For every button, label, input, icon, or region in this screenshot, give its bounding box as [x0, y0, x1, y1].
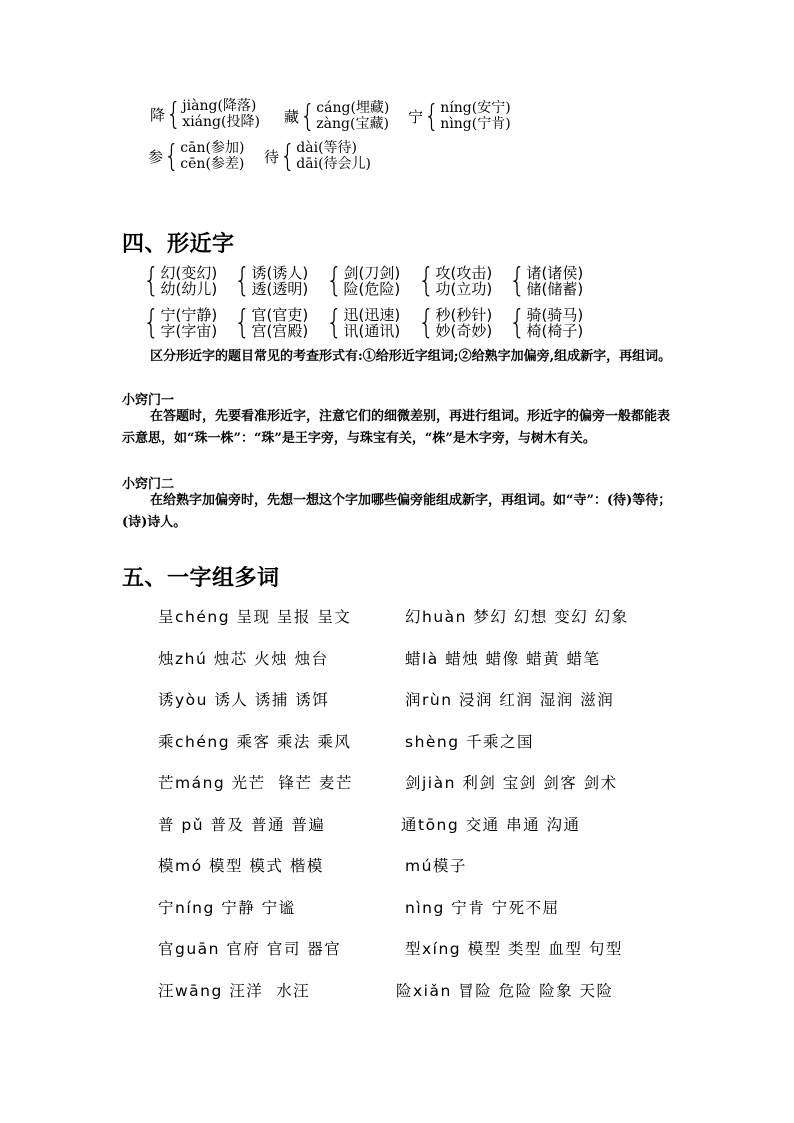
word-entry-right: shèng 千乘之国 — [405, 732, 535, 751]
pair-word: 字(字宙) — [160, 322, 218, 340]
word-entry-left: 汪wāng 汪洋 水汪 — [158, 981, 311, 1000]
brace-icon: { — [164, 138, 180, 174]
tip-2-text: 在给熟字加偏旁时，先想一想这个字加哪些偏旁能组成新字，再组词。如“寺”：(待)等待；(诗)诗人。 — [122, 493, 672, 530]
tip-2-paragraph — [122, 490, 678, 534]
word-entry-left: 普 pǔ 普及 普通 普遍 — [158, 815, 326, 834]
polyphone-group — [264, 140, 371, 172]
tip-1-paragraph — [122, 406, 678, 450]
pair-word: 骑(骑马) — [526, 306, 584, 324]
pair-word: 秒(秒针) — [435, 306, 493, 324]
reading: cēn(参差) — [180, 156, 245, 172]
pair-word: 宫(宫殿) — [251, 322, 309, 340]
section-4-title: 四、形近字 — [122, 232, 235, 257]
word-entry-right: mú模子 — [405, 857, 467, 875]
brace-icon: { — [234, 304, 251, 342]
reading: níng(安宁) — [440, 100, 511, 116]
similar-pair — [143, 304, 218, 342]
similar-pair — [509, 304, 584, 342]
pair-word: 诱(诱人) — [251, 264, 309, 282]
similar-pair — [143, 262, 218, 300]
pair-word: 透(透明) — [251, 280, 309, 298]
word-entry-left: 宁níng 宁静 宁谧 — [158, 898, 296, 917]
polyphone-group — [408, 100, 511, 132]
word-entry-left: 乘chéng 乘客 乘法 乘风 — [158, 732, 352, 751]
brace-icon: { — [509, 262, 526, 300]
word-entry-left: 呈chéng 呈现 呈报 呈文 — [158, 608, 352, 626]
reading: nìng(宁肯) — [440, 116, 511, 132]
word-entry-right: 润rùn 浸润 红润 湿润 滋润 — [405, 691, 615, 709]
brace-icon: { — [509, 304, 526, 342]
word-entry-left: 诱yòu 诱人 诱捕 诱饵 — [158, 691, 330, 709]
intro-text: 区分形近字的题目常见的考查形式有:①给形近字组词;②给熟字加偏旁,组成新字，再组词。 — [150, 349, 672, 364]
reading: jiàng(降落) — [182, 98, 257, 114]
similar-pair — [326, 262, 401, 300]
polyphone-group — [284, 100, 389, 132]
pair-word: 迅(迅速) — [343, 306, 401, 324]
word-entry-right: 险xiǎn 冒险 危险 险象 天险 — [396, 981, 614, 1000]
similar-pair — [509, 262, 584, 300]
reading: dài(等待) — [296, 140, 358, 156]
brace-icon: { — [326, 262, 343, 300]
brace-icon: { — [424, 98, 440, 134]
pair-word: 妙(奇妙) — [435, 322, 493, 340]
pair-word: 功(立功) — [435, 280, 493, 298]
brace-icon: { — [143, 262, 160, 300]
polyphone-char: 参 — [148, 147, 164, 166]
reading: zàng(宝藏) — [316, 116, 389, 132]
brace-icon: { — [280, 138, 296, 174]
tip-1-text: 在答题时，先要看准形近字，注意它们的细微差别，再进行组词。形近字的偏旁一般都能表示意思，如“珠一株”：“珠”是王字旁，与珠宝有关，“株”是木字旁，与树木有关。 — [122, 409, 671, 446]
word-entry-right: 剑jiàn 利剑 宝剑 剑客 剑术 — [405, 774, 618, 792]
polyphone-char: 降 — [150, 105, 166, 124]
word-entry-right: 幻huàn 梦幻 幻想 变幻 幻象 — [405, 608, 629, 626]
pair-word: 攻(攻击) — [435, 264, 493, 282]
reading: xiáng(投降) — [182, 114, 260, 130]
brace-icon: { — [143, 304, 160, 342]
pair-word: 储(储蓄) — [526, 280, 584, 298]
reading: dāi(待会儿) — [296, 156, 372, 172]
brace-icon: { — [300, 98, 316, 134]
polyphone-group — [148, 140, 244, 172]
pair-word: 幻(变幻) — [160, 264, 218, 282]
brace-icon: { — [418, 304, 435, 342]
polyphone-char: 待 — [264, 147, 280, 166]
pair-word: 椅(椅子) — [526, 322, 584, 340]
section-5-title: 五、一字组多词 — [122, 566, 280, 591]
word-entry-right: 通tōng 交通 串通 沟通 — [401, 815, 581, 834]
reading: cān(参加) — [180, 140, 245, 156]
pair-word: 幼(幼儿) — [160, 280, 218, 298]
word-entry-left: 烛zhú 烛芯 火烛 烛台 — [158, 649, 329, 668]
tip-1-title: 小窍门一 — [122, 393, 175, 408]
polyphone-group — [150, 98, 260, 130]
word-entry-right: 蜡là 蜡烛 蜡像 蜡黄 蜡笔 — [405, 649, 601, 668]
intro-paragraph — [122, 346, 678, 368]
pair-word: 讯(通讯) — [343, 322, 401, 340]
pair-word: 剑(刀剑) — [343, 264, 401, 282]
reading: cáng(埋藏) — [316, 100, 390, 116]
word-entry-right: 型xíng 模型 类型 血型 句型 — [405, 940, 623, 958]
similar-pair — [418, 262, 493, 300]
word-entry-left: 芒máng 光芒 锋芒 麦芒 — [158, 774, 353, 792]
tip-2-title: 小窍门二 — [122, 477, 175, 492]
pair-word: 官(官吏) — [251, 306, 309, 324]
similar-pair — [234, 262, 309, 300]
similar-pair — [326, 304, 401, 342]
polyphone-char: 藏 — [284, 107, 300, 126]
similar-pair — [418, 304, 493, 342]
pair-word: 诸(诸侯) — [526, 264, 584, 282]
similar-pair — [234, 304, 309, 342]
word-entry-left: 模mó 模型 模式 楷模 — [158, 857, 324, 875]
word-entry-left: 官guān 官府 官司 器官 — [158, 940, 342, 958]
brace-icon: { — [326, 304, 343, 342]
brace-icon: { — [166, 96, 182, 132]
polyphone-char: 宁 — [408, 107, 424, 126]
brace-icon: { — [234, 262, 251, 300]
pair-word: 险(危险) — [343, 280, 401, 298]
brace-icon: { — [418, 262, 435, 300]
word-entry-right: nìng 宁肯 宁死不屈 — [405, 898, 560, 917]
pair-word: 宁(宁静) — [160, 306, 218, 324]
